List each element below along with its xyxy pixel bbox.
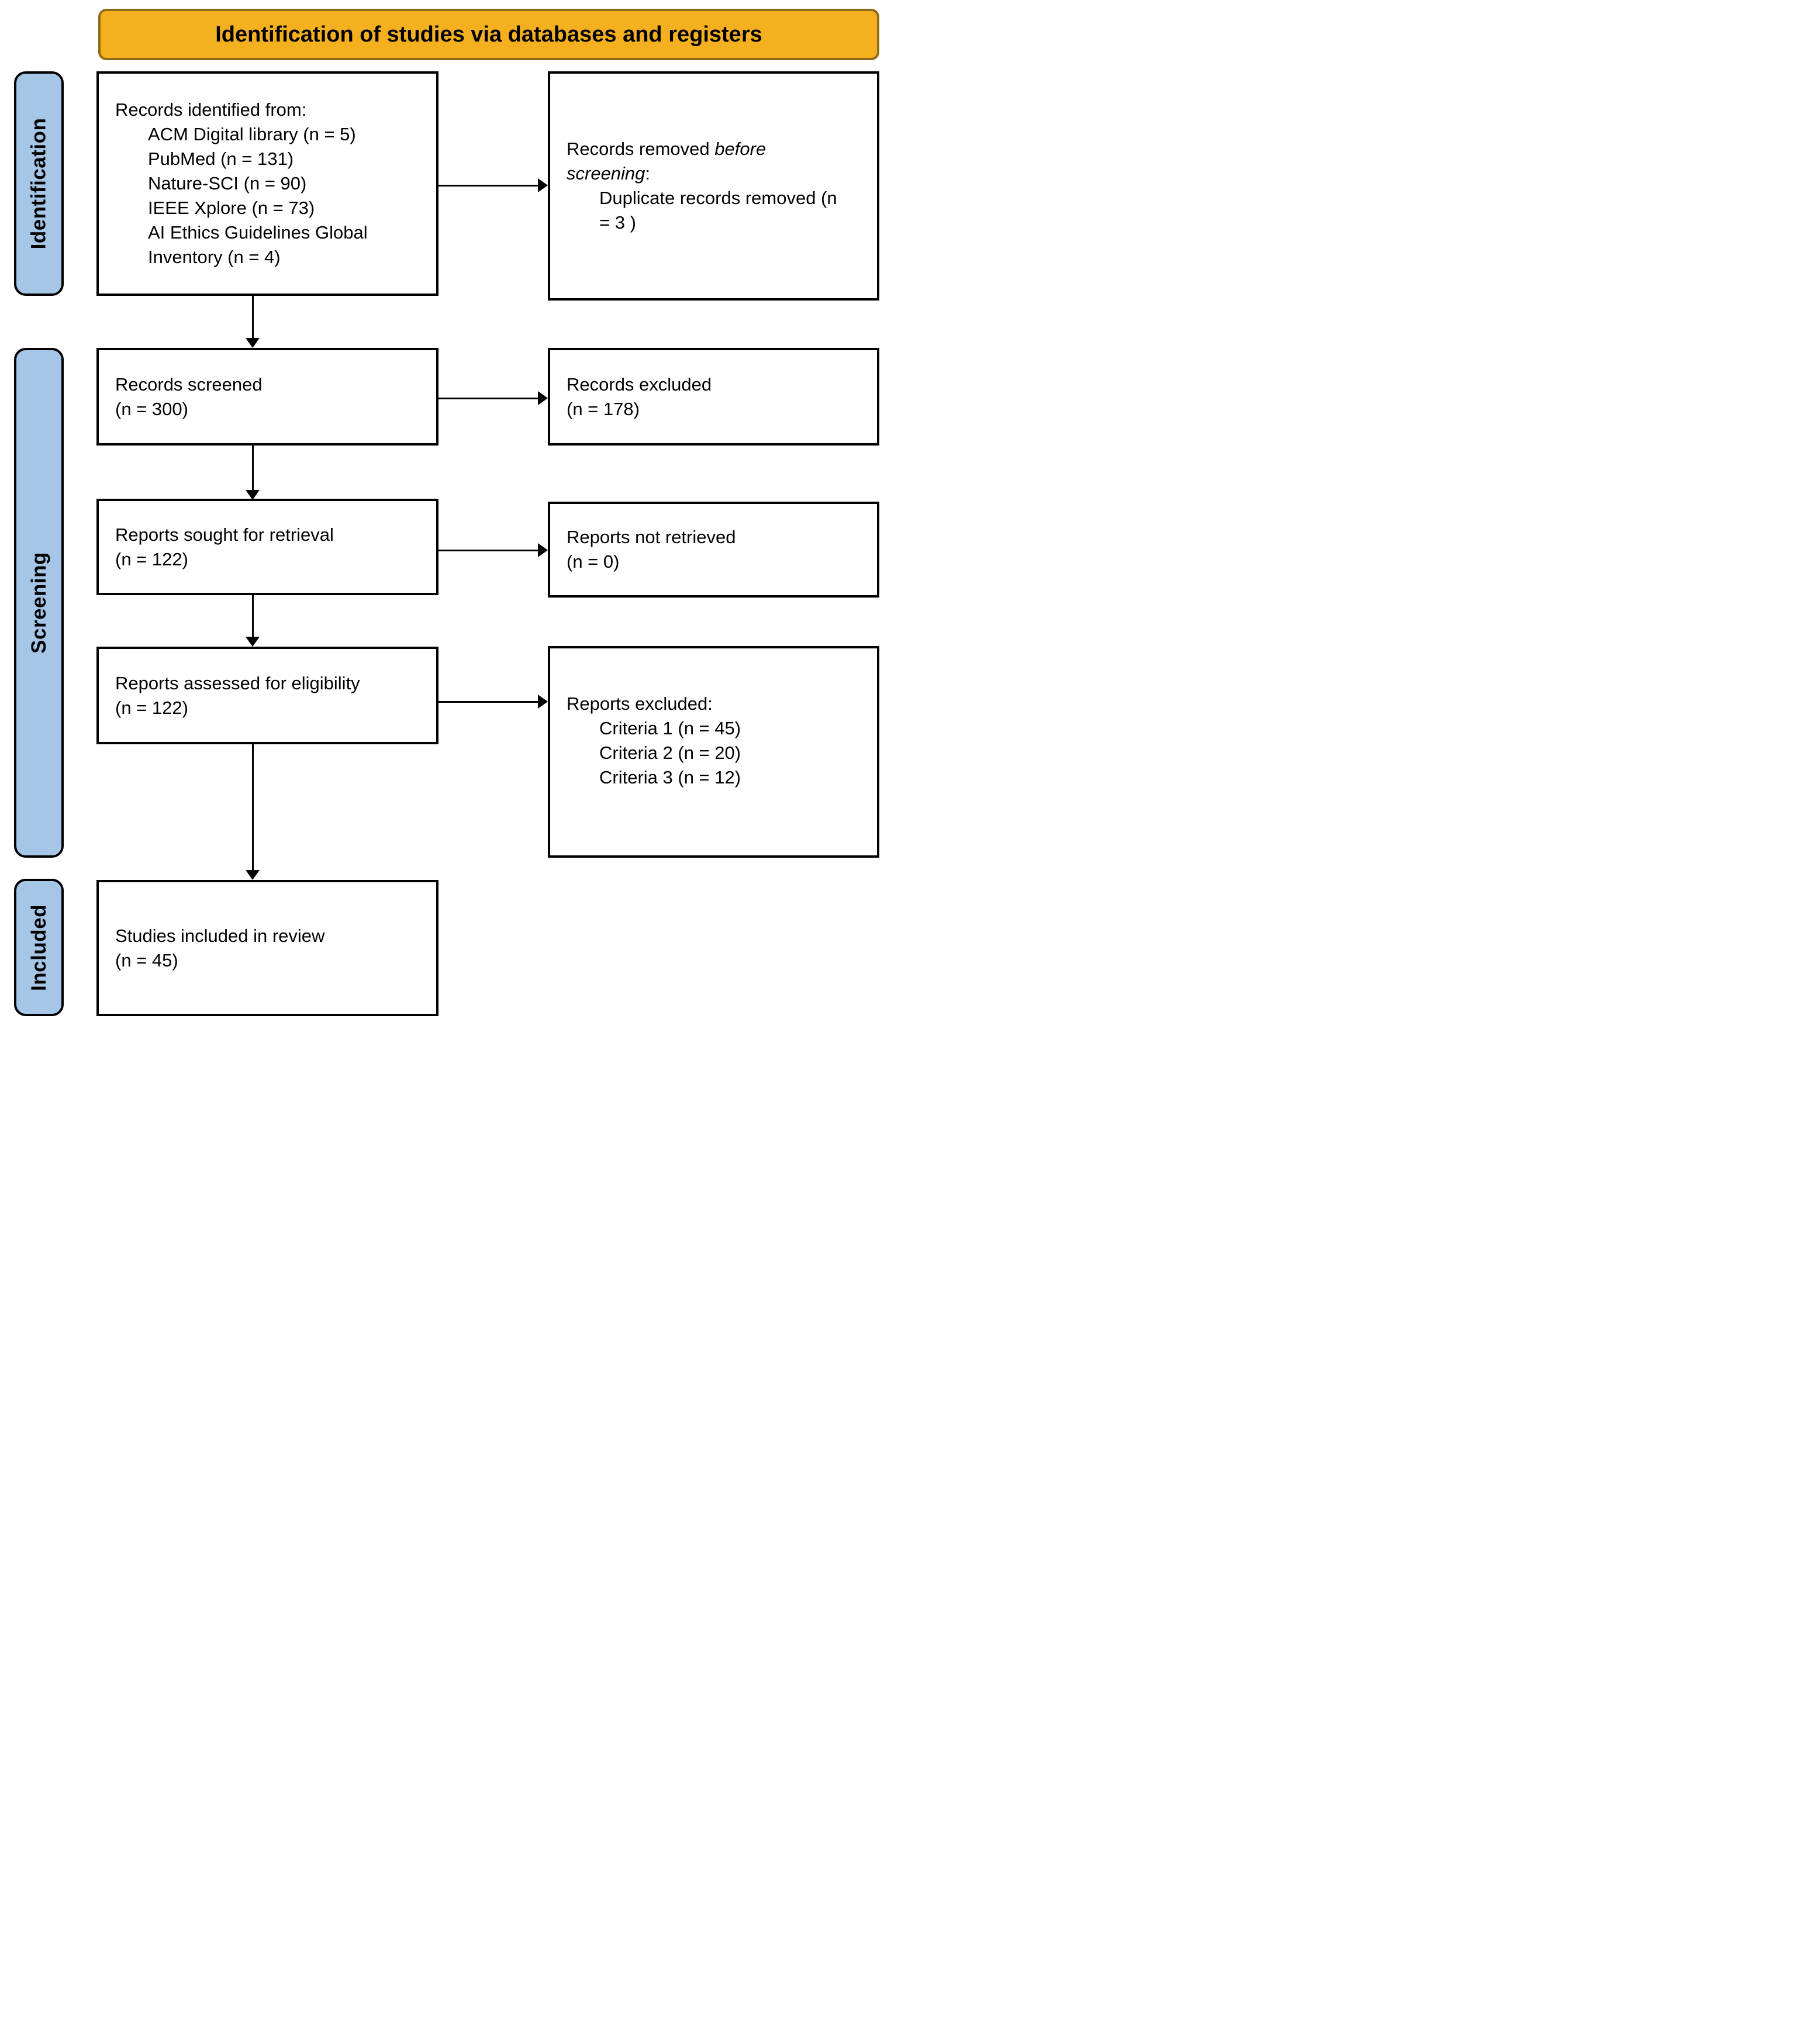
arrow-right-icon — [538, 178, 548, 192]
text-line: (n = 122) — [115, 548, 188, 569]
connector-assessed-to-reports-excluded — [438, 701, 538, 703]
text-line: Records identified from: — [115, 99, 307, 120]
arrow-right-icon — [538, 543, 548, 557]
arrow-down-icon — [246, 338, 260, 348]
box-reports-assessed — [96, 647, 438, 744]
arrow-right-icon — [538, 695, 548, 709]
stage-label-identification — [14, 71, 64, 296]
stage-label-identification-text: Identification — [27, 118, 50, 250]
text-line — [550, 137, 877, 161]
text-line: ACM Digital library (n = 5) — [148, 124, 356, 144]
connector-sought-to-assessed — [252, 595, 254, 637]
text-line: Reports excluded: — [567, 693, 713, 714]
title-banner — [98, 9, 879, 60]
text-line: Criteria 1 (n = 45) — [599, 718, 741, 738]
connector-assessed-to-included — [252, 744, 254, 871]
text-line: Reports not retrieved — [567, 527, 736, 547]
text-line: (n = 178) — [567, 398, 640, 419]
arrow-right-icon — [538, 391, 548, 405]
prisma-flow-diagram — [0, 0, 899, 1022]
box-reports-sought — [96, 499, 438, 595]
text-segment: : — [645, 163, 651, 184]
box-records-excluded — [548, 348, 879, 446]
box-records-screened — [96, 348, 438, 446]
text-line: Records screened — [115, 374, 263, 395]
text-line: Reports assessed for eligibility — [115, 672, 360, 693]
stage-label-screening-text: Screening — [27, 552, 50, 654]
text-line: Reports sought for retrieval — [115, 524, 334, 545]
stage-label-screening — [14, 348, 64, 858]
stage-label-included — [14, 879, 64, 1016]
connector-identified-to-screened — [252, 296, 254, 339]
box-studies-included — [96, 880, 438, 1016]
text-segment-italic: screening — [567, 163, 645, 184]
text-line: = 3 ) — [599, 212, 636, 233]
connector-screened-to-excluded — [438, 398, 538, 399]
text-line: Studies included in review — [115, 925, 325, 946]
box-reports-not-retrieved — [548, 502, 879, 598]
stage-label-included-text: Included — [27, 904, 50, 991]
text-line: Duplicate records removed (n — [599, 188, 837, 208]
text-segment-italic: before — [714, 139, 766, 159]
text-line: Criteria 3 (n = 12) — [599, 767, 741, 788]
text-line: Nature-SCI (n = 90) — [148, 173, 307, 194]
text-line: PubMed (n = 131) — [148, 149, 294, 169]
connector-identified-to-removed — [438, 185, 538, 187]
text-segment: Records removed — [567, 139, 715, 159]
text-line: (n = 0) — [567, 551, 620, 572]
connector-sought-to-not-retrieved — [438, 550, 538, 551]
text-line — [550, 161, 877, 186]
box-records-identified — [96, 71, 438, 296]
text-line: (n = 122) — [115, 697, 188, 718]
text-line: Records excluded — [567, 374, 712, 395]
connector-screened-to-sought — [252, 446, 254, 491]
text-line: (n = 300) — [115, 398, 188, 419]
text-line: Inventory (n = 4) — [148, 247, 281, 267]
text-line: AI Ethics Guidelines Global — [148, 222, 368, 243]
text-line: IEEE Xplore (n = 73) — [148, 198, 315, 218]
box-reports-excluded — [548, 646, 879, 858]
arrow-down-icon — [246, 637, 260, 647]
arrow-down-icon — [246, 490, 260, 500]
title-banner-label: Identification of studies via databases and registers — [215, 22, 762, 47]
box-records-removed — [548, 71, 879, 301]
text-line: (n = 45) — [115, 950, 178, 971]
text-line: Criteria 2 (n = 20) — [599, 743, 741, 763]
arrow-down-icon — [246, 870, 260, 880]
